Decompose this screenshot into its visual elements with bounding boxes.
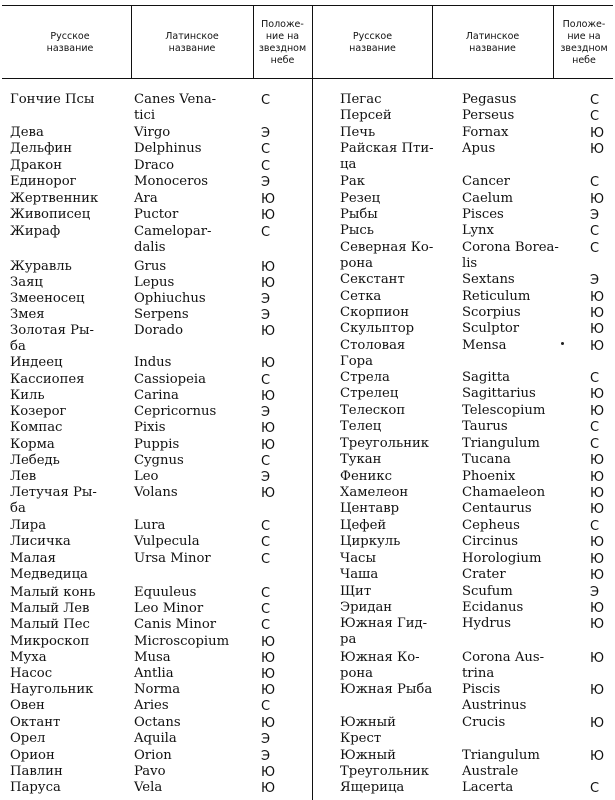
sky-position: С [590,224,600,239]
sky-position: С [590,371,600,386]
latin-name: Norma [134,682,181,697]
russian-name: Дева [10,125,44,140]
sky-position: Ю [590,404,605,419]
russian-name: Чаша [340,567,379,582]
latin-name: Centaurus [462,501,532,516]
sky-position: С [590,437,600,452]
sky-position: Ю [261,716,276,731]
russian-name: Северная Ко- рона [340,240,434,271]
russian-name: Киль [10,388,45,403]
latin-name: Octans [134,715,181,730]
russian-name: Стрела [340,370,390,385]
russian-name: Цефей [340,518,387,533]
latin-name: Lura [134,518,166,533]
latin-name: Antlia [134,666,174,681]
russian-name: Микроскоп [10,634,90,649]
russian-name: Столовая Гора [340,338,406,369]
header-latin-left: Латинское название [165,31,219,54]
russian-name: Малая Медведица [10,551,88,582]
sky-position: Э [261,405,271,420]
sky-position: Ю [590,470,605,485]
sky-position: Ю [590,322,605,337]
top-rule [2,5,613,6]
latin-name: Corona Aus- trina [462,650,545,681]
sky-position: Ю [261,389,276,404]
sky-position: С [261,373,271,388]
russian-name: Павлин [10,764,63,779]
sky-position: Э [261,308,271,323]
latin-name: Musa [134,650,171,665]
latin-name: Telescopium [462,403,546,418]
latin-name: Taurus [462,419,508,434]
latin-name: Hydrus [462,616,511,631]
russian-name: Октант [10,715,61,730]
sky-position: С [590,420,600,435]
latin-name: Grus [134,259,167,274]
sky-position: Ю [261,486,276,501]
russian-name: Треугольник [340,436,430,451]
latin-name: Cassiopeia [134,372,206,387]
header-latin-right: Латинское название [465,31,520,54]
russian-name: Малый Пес [10,617,90,632]
latin-name: Corona Borea- lis [462,240,559,271]
latin-name: Puppis [134,437,180,452]
sky-position: Ю [261,667,276,682]
latin-name: Canes Vena- tici [134,92,217,123]
russian-name: Пегас [340,92,382,107]
russian-name: Скорпион [340,305,410,320]
russian-name: Муха [10,650,47,665]
russian-name: Малый Лев [10,601,90,616]
russian-name: Щит [340,584,372,599]
russian-name: Лев [10,469,37,484]
latin-name: Camelopar- dalis [134,224,212,255]
latin-name: Vulpecula [134,534,200,549]
sky-position: Э [261,126,271,141]
sky-position: С [261,552,271,567]
latin-name: Pisces [462,207,504,222]
latin-name: Lepus [134,275,175,290]
latin-name: Pegasus [462,92,517,107]
russian-name: Эридан [340,600,393,615]
russian-name: Хамелеон [340,485,409,500]
latin-name: Cepricornus [134,404,217,419]
latin-name: Microscopium [134,634,230,649]
latin-name: Perseus [462,108,515,123]
latin-name: Lynx [462,223,494,238]
latin-name: Leo [134,469,159,484]
latin-name: Pavo [134,764,166,779]
russian-name: Тукан [340,452,382,467]
russian-name: Жертвенник [10,191,99,206]
latin-name: Sculptor [462,321,520,336]
sky-position: Ю [261,781,276,796]
sky-position: Э [261,175,271,190]
russian-name: Ящерица [340,780,405,795]
russian-name: Южная Гид- ра [340,616,428,647]
sky-position: Ю [261,421,276,436]
russian-name: Живописец [10,207,91,222]
sky-position: Ю [590,502,605,517]
russian-name: Резец [340,191,381,206]
russian-name: Змея [10,307,45,322]
russian-name: Малый конь [10,585,96,600]
latin-name: Sagittarius [462,386,536,401]
header-position-right: Положе- ние на звездном небе [560,19,608,66]
latin-name: Aquila [134,731,177,746]
russian-name: Дельфин [10,141,72,156]
latin-name: Ursa Minor [134,551,211,566]
latin-name: Dorado [134,323,184,338]
russian-name: Наугольник [10,682,94,697]
latin-name: Pixis [134,420,166,435]
sky-position: Ю [590,387,605,402]
russian-name: Корма [10,437,55,452]
russian-name: Телескоп [340,403,406,418]
russian-name: Кассиопея [10,372,85,387]
latin-name: Serpens [134,307,189,322]
latin-name: Leo Minor [134,601,204,616]
russian-name: Феникс [340,469,392,484]
sky-position: Ю [590,339,605,354]
latin-name: Cepheus [462,518,520,533]
sky-position: Ю [261,208,276,223]
latin-name: Lacerta [462,780,514,795]
latin-name: Mensa [462,338,507,353]
russian-name: Жираф [10,224,61,239]
russian-name: Южный Треугольник [340,748,430,779]
sky-position: Ю [261,765,276,780]
sky-position: Ю [261,192,276,207]
sky-position: Ю [590,290,605,305]
russian-name: Центавр [340,501,400,516]
russian-name: Компас [10,420,63,435]
russian-name: Летучая Ры- ба [10,485,97,516]
latin-name: Chamaeleon [462,485,546,500]
russian-name: Скульптор [340,321,415,336]
latin-name: Ara [134,191,158,206]
latin-name: Indus [134,355,172,370]
sky-position: Э [590,273,600,288]
sky-position: С [590,175,600,190]
header-position-left: Положе- ние на звездном небе [258,19,307,66]
latin-name: Delphinus [134,141,202,156]
russian-name: Гончие Псы [10,92,95,107]
sky-position: Э [261,749,271,764]
sky-position: Ю [590,535,605,550]
latin-name: Cancer [462,174,510,189]
sky-position: Ю [261,438,276,453]
sky-position: С [261,586,271,601]
sky-position: Э [590,585,600,600]
latin-name: Sextans [462,272,515,287]
latin-name: Ophiuchus [134,291,206,306]
russian-name: Дракон [10,158,62,173]
sky-position: С [261,454,271,469]
sky-position: Ю [261,651,276,666]
latin-name: Carina [134,388,179,403]
sky-position: С [590,109,600,124]
sky-position: Ю [261,635,276,650]
russian-name: Индеец [10,355,63,370]
latin-name: Triangulum [462,436,540,451]
russian-name: Лира [10,518,47,533]
header-russian-right: Русское название [349,31,396,54]
sky-position: Ю [590,552,605,567]
sky-position: С [261,602,271,617]
sky-position: С [261,142,271,157]
russian-name: Единорог [10,174,77,189]
latin-name: Horologium [462,551,542,566]
sky-position: Ю [590,486,605,501]
russian-name: Рак [340,174,365,189]
sky-position: Ю [590,453,605,468]
latin-name: Volans [134,485,178,500]
latin-name: Vela [134,780,163,795]
russian-name: Сетка [340,289,382,304]
sky-position: С [261,93,271,108]
sky-position: Ю [261,276,276,291]
russian-name: Лисичка [10,534,71,549]
sky-position: Ю [590,601,605,616]
russian-name: Стрелец [340,386,399,401]
latin-name: Equuleus [134,585,197,600]
russian-name: Рысь [340,223,374,238]
latin-name: Cygnus [134,453,184,468]
header-rule [2,78,613,79]
latin-name: Scorpius [462,305,521,320]
sky-position: Ю [261,324,276,339]
russian-name: Золотая Ры- ба [10,323,94,354]
russian-name: Телец [340,419,382,434]
latin-name: Triangulum Australe [462,748,540,779]
latin-name: Caelum [462,191,513,206]
latin-name: Draco [134,158,175,173]
sky-position: Э [261,292,271,307]
sky-position: С [590,93,600,108]
sky-position: С [261,519,271,534]
russian-name: Секстант [340,272,405,287]
latin-name: Virgo [134,125,171,140]
sky-position: Ю [261,356,276,371]
sky-position: С [261,618,271,633]
sky-position: Ю [590,683,605,698]
latin-name: Aries [134,698,169,713]
sky-position: Ю [590,716,605,731]
sky-position: С [261,699,271,714]
latin-name: Circinus [462,534,518,549]
sky-position: Ю [590,749,605,764]
latin-name: Fornax [462,125,509,140]
sky-position: С [261,225,271,240]
sky-position: С [590,519,600,534]
sky-position: Ю [590,192,605,207]
sky-position: Ю [261,683,276,698]
sky-position: С [261,535,271,550]
russian-name: Райская Пти- ца [340,141,434,172]
russian-name: Журавль [10,259,72,274]
russian-name: Персей [340,108,392,123]
latin-name: Crucis [462,715,506,730]
sky-position: Ю [590,651,605,666]
sky-position: С [590,241,600,256]
latin-name: Puctor [134,207,179,222]
russian-name: Змееносец [10,291,85,306]
sky-position: Э [261,732,271,747]
russian-name: Лебедь [10,453,60,468]
sky-position: Ю [590,617,605,632]
print-speck [561,342,564,345]
russian-name: Южная Рыба [340,682,433,697]
russian-name: Южный Крест [340,715,396,746]
sky-position: С [261,159,271,174]
latin-name: Orion [134,748,172,763]
latin-name: Sagitta [462,370,511,385]
latin-name: Phoenix [462,469,516,484]
column-divider [312,5,313,800]
sky-position: Ю [590,306,605,321]
russian-name: Циркуль [340,534,401,549]
russian-name: Печь [340,125,376,140]
russian-name: Насос [10,666,53,681]
russian-name: Орел [10,731,46,746]
russian-name: Южная Ко- рона [340,650,420,681]
latin-name: Tucana [462,452,511,467]
russian-name: Паруса [10,780,61,795]
russian-name: Заяц [10,275,43,290]
latin-name: Reticulum [462,289,531,304]
sky-position: С [590,781,600,796]
latin-name: Ecidanus [462,600,524,615]
sky-position: Ю [590,568,605,583]
latin-name: Crater [462,567,506,582]
header-russian-left: Русское название [46,31,94,54]
sky-position: Э [590,208,600,223]
sky-position: Э [261,470,271,485]
latin-name: Piscis Austrinus [462,682,527,713]
latin-name: Monoceros [134,174,209,189]
russian-name: Орион [10,748,55,763]
russian-name: Козерог [10,404,67,419]
sky-position: Ю [261,260,276,275]
sky-position: Ю [590,142,605,157]
latin-name: Scufum [462,584,513,599]
sky-position: Ю [590,126,605,141]
russian-name: Овен [10,698,45,713]
russian-name: Часы [340,551,376,566]
latin-name: Apus [462,141,496,156]
latin-name: Canis Minor [134,617,217,632]
russian-name: Рыбы [340,207,378,222]
